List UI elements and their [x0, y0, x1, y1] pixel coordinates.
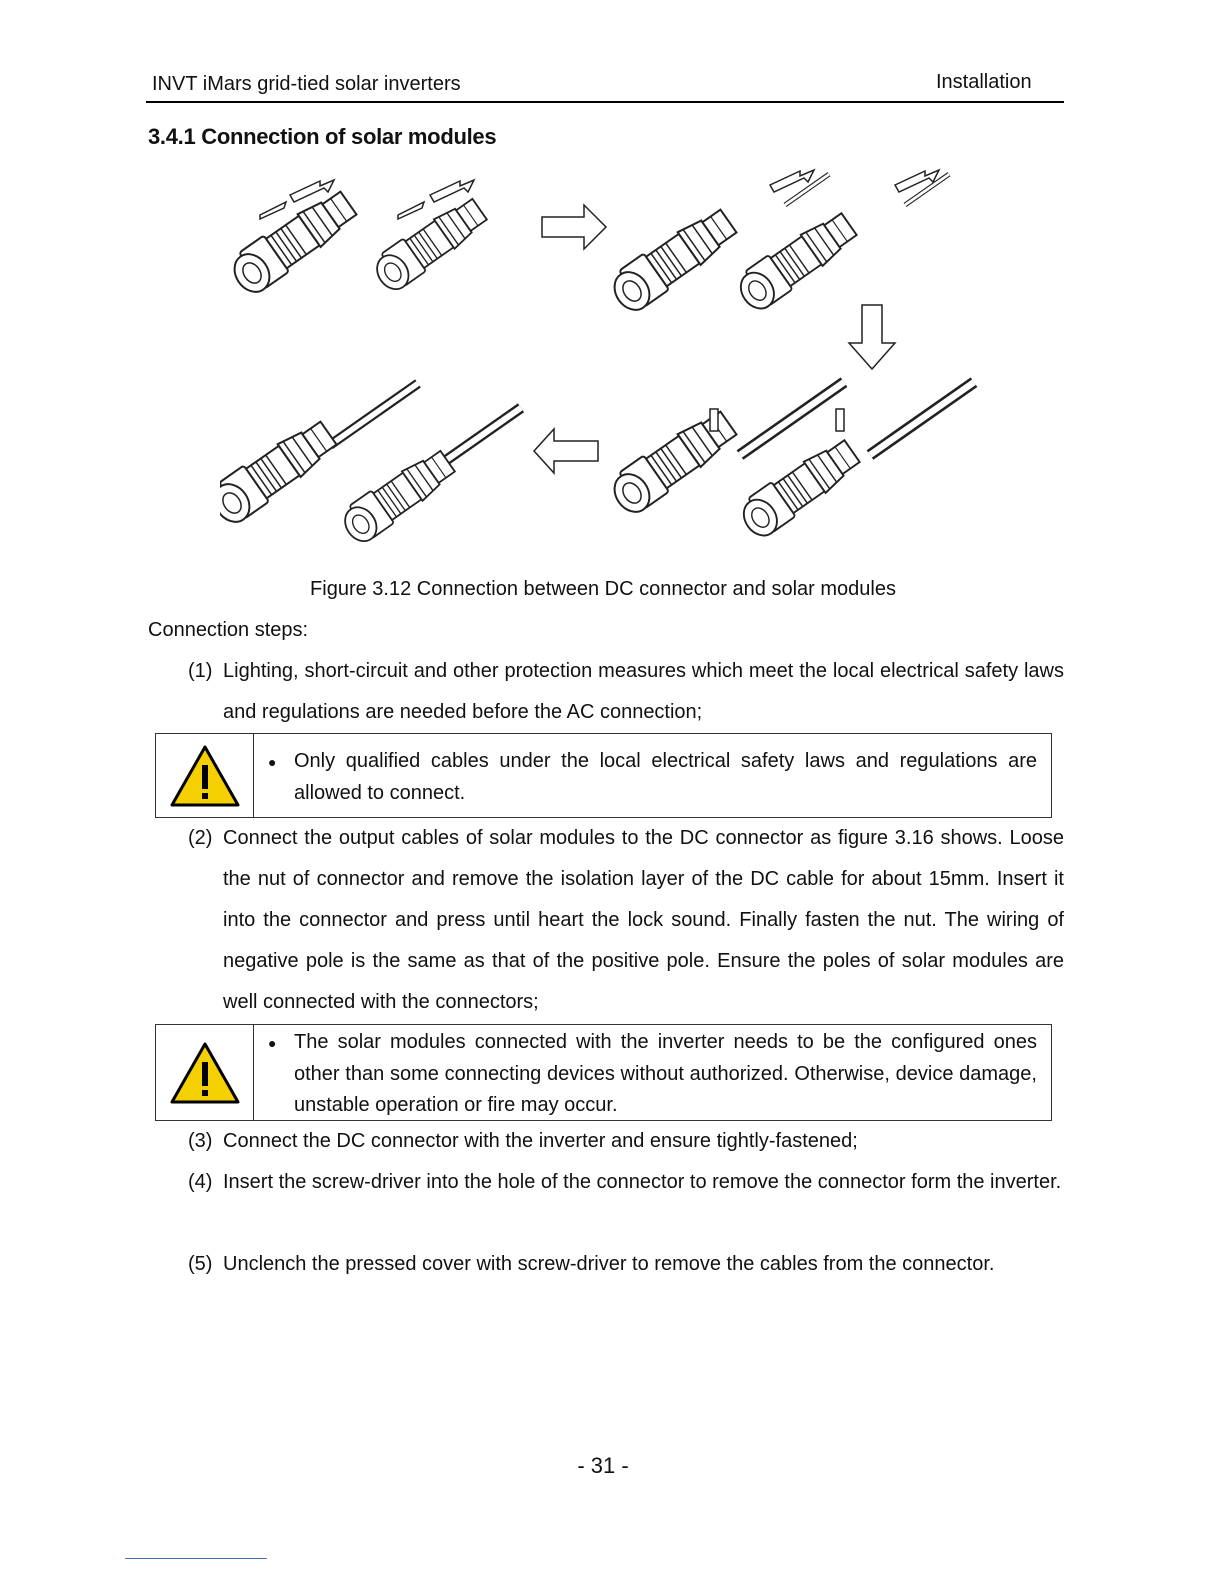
connector-pair-icon [227, 180, 491, 299]
step-number: (4) [188, 1171, 213, 1193]
warning-triangle-icon [169, 1040, 241, 1106]
footnote-divider [125, 1558, 267, 1559]
connector-pair-icon [607, 382, 974, 542]
step-number: (2) [188, 827, 213, 849]
warning-box [155, 733, 1052, 818]
connector-pair-icon [607, 170, 949, 317]
step-item [188, 1244, 1064, 1285]
arrow-left-icon [534, 429, 598, 473]
page-number: - 31 - [577, 1453, 629, 1478]
header-document-title: INVT iMars grid-tied solar inverters [152, 73, 461, 95]
arrow-down-icon [849, 305, 895, 369]
bullet-dot: ● [268, 754, 277, 770]
step-text: Unclench the pressed cover with screw-driver to remove the cables from the connector. [223, 1253, 995, 1275]
warning-text: The solar modules connected with the inverter needs to be the configured ones other than some connecting devices without authorized. Otherwise, device damage, unstable operation or fire may occur. [294, 1031, 1037, 1116]
step-text: Lighting, short-circuit and other protection measures which meet the local electrical safety laws and regulations are needed before the AC connection; [223, 660, 1064, 723]
step-number: (5) [188, 1253, 213, 1275]
step-number: (3) [188, 1130, 213, 1152]
section-title: 3.4.1 Connection of solar modules [148, 124, 497, 149]
connection-steps-heading: Connection steps: [148, 619, 309, 641]
warning-text: Only qualified cables under the local electrical safety laws and regulations are allowed to connect. [294, 750, 1037, 804]
arrow-right-icon [542, 205, 606, 249]
step-number: (1) [188, 660, 213, 682]
step-item [188, 1121, 1064, 1162]
warning-box [155, 1024, 1052, 1121]
figure-caption: Figure 3.12 Connection between DC connector and solar modules [310, 578, 896, 600]
step-item [188, 1162, 1064, 1203]
step-text: Insert the screw-driver into the hole of the connector to remove the connector form the inverter. [223, 1171, 1062, 1193]
header-chapter-title: Installation [936, 71, 1032, 93]
step-item [188, 651, 1064, 733]
step-text: Connect the DC connector with the inverter and ensure tightly-fastened; [223, 1130, 858, 1152]
step-text: Connect the output cables of solar modules to the DC connector as figure 3.16 shows. Loose the nut of connector and remove the isolation layer of the DC cable for about 15mm. Insert it into the connector and press until heart the lock sound. Finally fasten the nut. The wiring of negative pole is the same as that of the positive pole. Ensure the poles of solar modules are well connected with the connectors; [223, 827, 1064, 1013]
connector-figure [220, 155, 1000, 555]
header-divider [146, 101, 1064, 103]
connector-pair-icon [220, 383, 521, 547]
warning-triangle-icon [169, 743, 241, 809]
step-item [188, 818, 1064, 1023]
bullet-dot: ● [268, 1035, 277, 1051]
